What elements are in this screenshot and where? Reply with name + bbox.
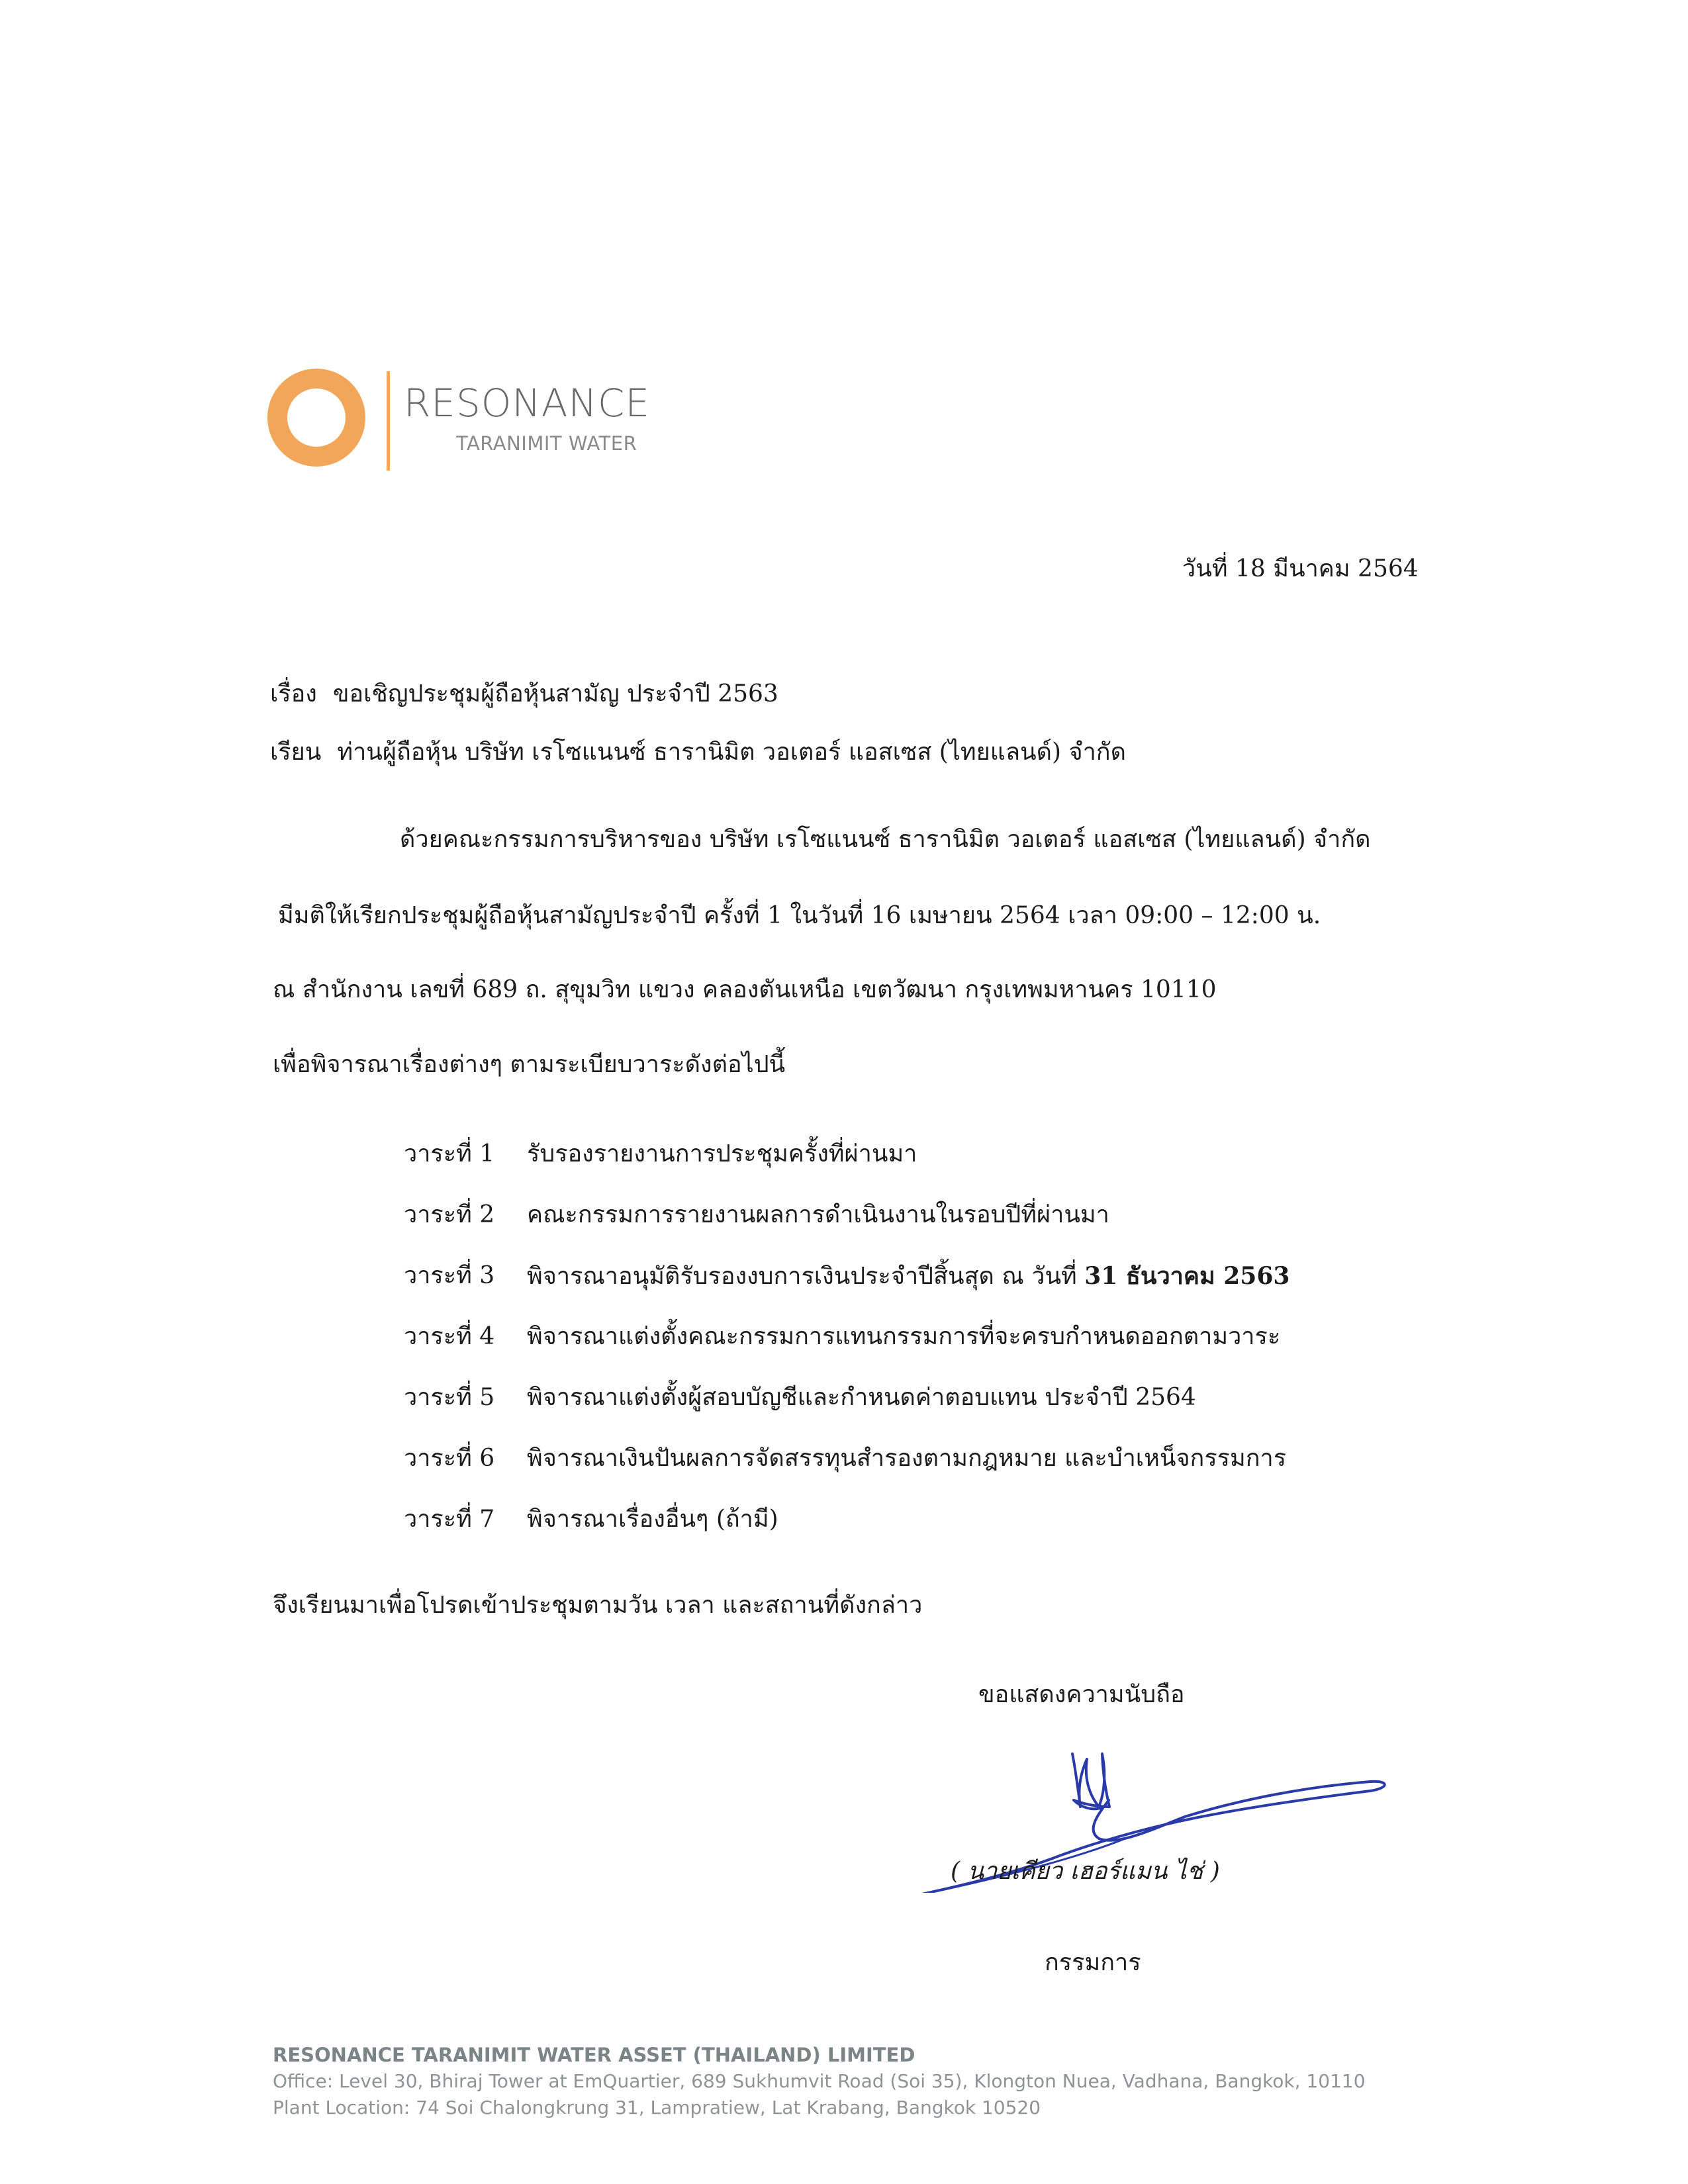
body-line-1: ด้วยคณะกรรมการบริหารของ บริษัท เรโซแนนซ์ ธารานิมิต วอเตอร์ แอสเซส (ไทยแลนด์) จำกัด — [400, 826, 1371, 853]
subject-row — [270, 678, 778, 710]
agenda-text — [527, 1443, 1286, 1475]
body-line-2: มีมติให้เรียกประชุมผู้ถือหุ้นสามัญประจำปี ครั้งที่ 1 ในวันที่ 16 เมษายน 2564 เวลา 09:00 – 12:00 น. — [278, 902, 1321, 929]
letter-date: วันที่ 18 มีนาคม 2564 — [1182, 555, 1419, 582]
agenda-number: วาระที่ 4 — [404, 1323, 495, 1350]
recipient-label: เรียน — [270, 739, 322, 766]
agenda-item — [404, 1260, 1397, 1321]
agenda-text-plain: คณะกรรมการรายงานผลการดำเนินงานในรอบปีที่ผ่านมา — [527, 1201, 1109, 1228]
agenda-text — [527, 1138, 917, 1170]
body-line-4: เพื่อพิจารณาเรื่องต่างๆ ตามระเบียบวาระดังต่อไปนี้ — [273, 1051, 786, 1078]
agenda-text-plain: พิจารณาอนุมัติรับรองงบการเงินประจำปีสิ้นสุด ณ วันที่ — [527, 1263, 1085, 1290]
agenda-text-bold: 31 ธันวาคม 2563 — [1084, 1262, 1290, 1290]
agenda-text-plain: พิจารณาแต่งตั้งผู้สอบบัญชีและกำหนดค่าตอบแทน ประจำปี 2564 — [527, 1384, 1196, 1411]
subject-text: ขอเชิญประชุมผู้ถือหุ้นสามัญ ประจำปี 2563 — [332, 680, 778, 707]
letterhead-footer — [273, 2042, 1366, 2121]
agenda-item — [404, 1199, 1397, 1260]
agenda-number: วาระที่ 7 — [404, 1506, 495, 1533]
closing-line: จึงเรียนมาเพื่อโปรดเข้าประชุมตามวัน เวลา และสถานที่ดังกล่าว — [273, 1592, 923, 1619]
agenda-text-plain: พิจารณาเรื่องอื่นๆ (ถ้ามี) — [527, 1506, 778, 1533]
agenda-list — [404, 1138, 1397, 1565]
agenda-number: วาระที่ 3 — [404, 1262, 495, 1289]
agenda-number: วาระที่ 1 — [404, 1140, 495, 1167]
signature-stroke-hook — [1072, 1754, 1109, 1809]
agenda-text — [527, 1504, 778, 1535]
agenda-number: วาระที่ 5 — [404, 1384, 495, 1411]
footer-plant-address: Plant Location: 74 Soi Chalongkrung 31, Lampratiew, Lat Krabang, Bangkok 10520 — [273, 2097, 1041, 2118]
signer-name: ( นายเคียว เฮอร์แมน ไช่ ) — [951, 1858, 1220, 1885]
agenda-text — [527, 1382, 1196, 1414]
signer-title: กรรมการ — [1045, 1949, 1141, 1976]
recipient-row — [270, 737, 1126, 768]
body-line-3: ณ สำนักงาน เลขที่ 689 ถ. สุขุมวิท แขวง คลองตันเหนือ เขตวัฒนา กรุงเทพมหานคร 10110 — [273, 976, 1217, 1003]
agenda-text-plain: รับรองรายงานการประชุมครั้งที่ผ่านมา — [527, 1140, 917, 1167]
agenda-item — [404, 1382, 1397, 1443]
agenda-number: วาระที่ 2 — [404, 1201, 495, 1228]
logo-ring-circle — [277, 379, 355, 457]
footer-company-name: RESONANCE TARANIMIT WATER ASSET (THAILAND) LIMITED — [273, 2044, 915, 2066]
logo-divider — [387, 371, 390, 471]
logo-subtitle: TARANIMIT WATER — [456, 432, 637, 455]
recipient-text: ท่านผู้ถือหุ้น บริษัท เรโซแนนซ์ ธารานิมิต วอเตอร์ แอสเซส (ไทยแลนด์) จำกัด — [337, 739, 1126, 766]
agenda-text-plain: พิจารณาแต่งตั้งคณะกรรมการแทนกรรมการที่จะครบกำหนดออกตามวาระ — [527, 1323, 1281, 1350]
agenda-text-plain: พิจารณาเงินปันผลการจัดสรรทุนสำรองตามกฎหมาย และบำเหน็จกรรมการ — [527, 1445, 1287, 1472]
company-logo — [266, 367, 663, 473]
subject-label: เรื่อง — [270, 680, 317, 707]
agenda-number: วาระที่ 6 — [404, 1445, 495, 1472]
agenda-item — [404, 1138, 1397, 1199]
agenda-text — [527, 1199, 1109, 1231]
agenda-item — [404, 1443, 1397, 1504]
agenda-text — [527, 1260, 1289, 1293]
agenda-item — [404, 1504, 1397, 1565]
ring-logo-icon — [266, 367, 367, 468]
agenda-item — [404, 1321, 1397, 1382]
agenda-text — [527, 1321, 1280, 1353]
regards-line: ขอแสดงความนับถือ — [978, 1681, 1185, 1708]
logo-name: RESONANCE — [404, 381, 651, 426]
footer-office-address: Office: Level 30, Bhiraj Tower at EmQuartier, 689 Sukhumvit Road (Soi 35), Klongton Nuea, Vadhana, Bangkok, 10110 — [273, 2070, 1366, 2092]
